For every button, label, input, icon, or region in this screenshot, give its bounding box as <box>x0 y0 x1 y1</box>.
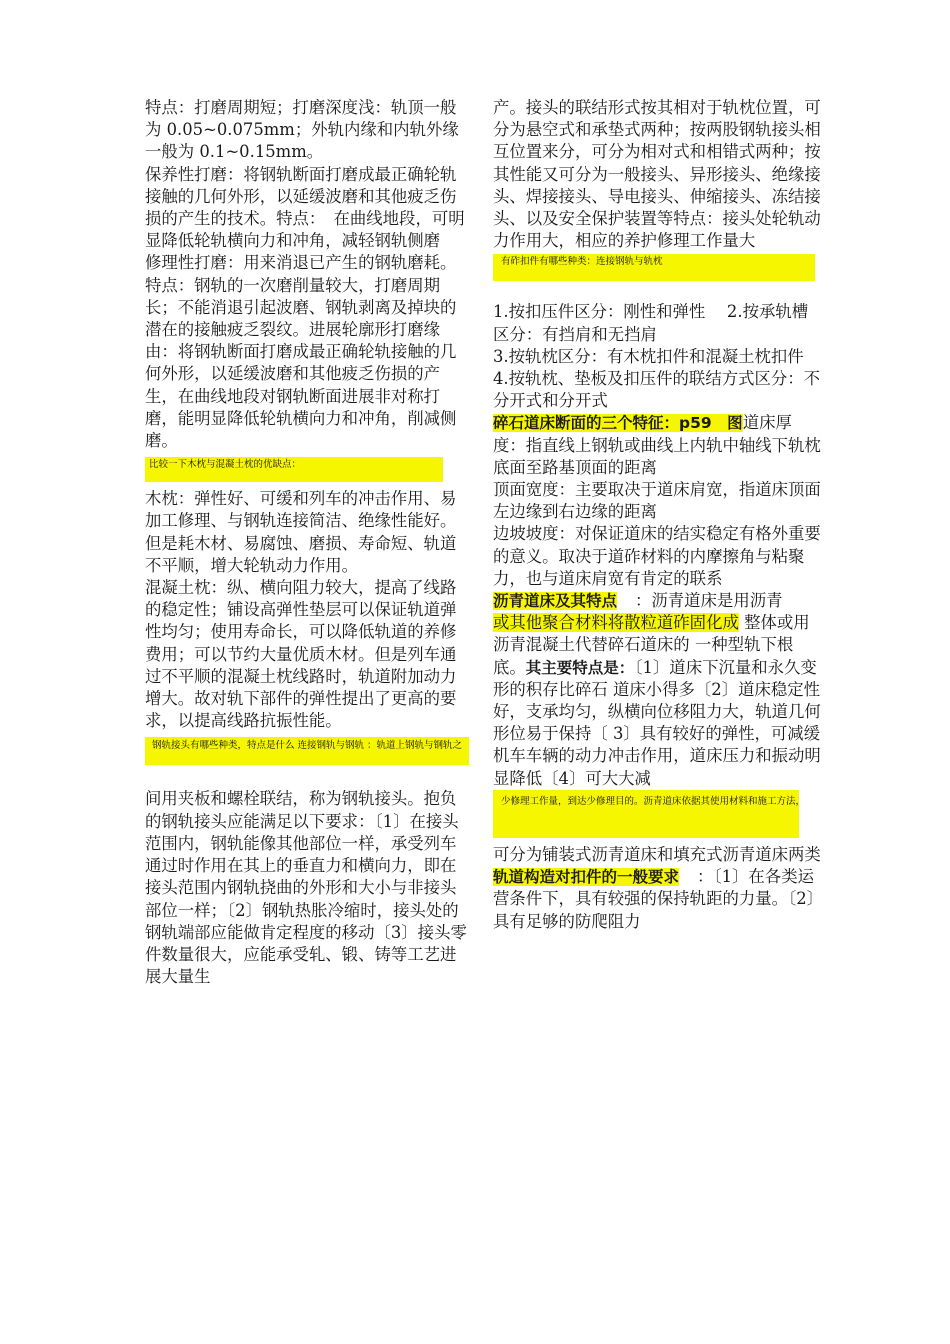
left-column <box>145 97 470 988</box>
maintenance-grinding-paragraph: 保养性打磨：将钢轨断面打磨成最正确轮轨接触的几何外形，以延缓波磨和其他疲乏伤损的产生的技术。特点： 在曲线地段，可明显降低轮轨横向力和冲角，减轻钢轨侧磨 <box>145 164 465 251</box>
note-text: 有砟扣件有哪些种类：连接钢轨与轨枕 <box>501 256 663 268</box>
ballast-section-paragraph <box>493 412 823 479</box>
asphalt-bed-types: 可分为铺装式沥青道床和填充式沥青道床两类 <box>493 844 821 864</box>
right-column <box>493 97 823 933</box>
concrete-sleeper-paragraph: 混凝土枕：纵、横向阻力较大，提高了线路的稳定性；铺设高弹性垫层可以保证轨道弹性均匀；使用寿命长，可以降低轨道的养修费用；可以节约大量优质木材。但是列车通过不平顺的混凝土枕线路时，轨道附加动力增大。故对轨下部件的弹性提出了更高的要求，以提高线路抗振性能。 <box>145 578 457 731</box>
ballast-slope: 边坡坡度：对保证道床的结实稳定有格外重要的意义。取决于道砟材料的内摩擦角与粘聚力，也与道床肩宽有肯定的联系 <box>493 524 821 588</box>
rail-joint-note <box>145 737 469 765</box>
joint-types-paragraph: 产。接头的联结形式按其相对于轨枕位置，可分为悬空式和承垫式两种；按两股钢轨接头相互位置来分，可分为相对式和相错式两种；按其性能又可分为一般接头、异形接头、绝缘接头、焊接接头、导电接头、伸缩接头、冻结接头、以及安全保护装置等特点：接头处轮轨动力作用大，相应的养护修理工作量大 <box>493 98 821 251</box>
grinding-feature-paragraph: 特点：打磨周期短；打磨深度浅：轨顶一般为 0.05~0.075mm；外轨内缘和内轨外缘一般为 0.1~0.15mm。 <box>145 98 459 162</box>
fastener-item-3: 3.按轨枕区分：有木枕扣件和混凝土枕扣件 <box>493 346 804 366</box>
asphalt-bed-heading: 沥青道床及其特点 <box>493 592 618 611</box>
wooden-sleeper-paragraph: 木枕：弹性好、可缓和列车的冲击作用、易加工修理、与钢轨连接简洁、绝缘性能好。但是耗木材、易腐蚀、磨损、寿命短、轨道不平顺，增大轮轨动力作用。 <box>145 489 457 575</box>
asphalt-text: 整体或用沥青混凝土代替碎石道床的 一种型轨下根底。 <box>493 613 810 677</box>
repair-grinding-paragraph: 修理性打磨：用来消退已产生的钢轨磨耗。特点：钢轨的一次磨削量较大，打磨周期长；不能消退引起波磨、钢轨剥离及掉块的潜在的接触疲乏裂纹。进展轮廓形打磨缘由：将钢轨断面打磨成最正确轮轨接触的几何外形，以延缓波磨和其他疲乏伤损的产生，在曲线地段对钢轨断面进展非对称打磨，能明显降低轮轨横向力和冲角，削减侧磨。 <box>145 253 457 451</box>
asphalt-intro: ：沥青道床是用沥青 <box>635 591 783 611</box>
fastener-item-4: 4.按轨枕、垫板及扣压件的联结方式区分：不分开式和分开式 <box>493 369 821 411</box>
ballast-thickness-text: 道床厚度：指直线上钢轨或曲线上内轨中轴线下轨枕底面至路基顶面的距离 <box>493 413 821 477</box>
note-text: 少修理工作量，到达少修理目的。沥青道床依据其使用材料和施工方法， <box>501 795 806 807</box>
note-text: 比较一下木枕与混凝土枕的优缺点： <box>149 459 302 471</box>
fastener-item-1: 1.按扣压件区分：刚性和弹性 2.按承轨槽区分：有挡肩和无挡肩 <box>493 302 809 344</box>
asphalt-features-label: 其主要特点是： <box>525 658 635 677</box>
asphalt-bed-note <box>493 790 806 838</box>
fastener-requirements-paragraph <box>493 866 823 933</box>
note-text: 钢轨接头有哪些种类，特点是什么 连接钢轨与钢轨 ：轨道上钢轨与钢轨之 <box>152 740 463 752</box>
fastener-requirements-text: ：〔1〕在各类运营条件下，具有较强的保持轨距的力量。〔2〕具有足够的防爬阻力 <box>493 867 815 931</box>
fastener-types-note <box>493 254 815 281</box>
asphalt-features-text: 〔1〕道床下沉量和永久变形的积存比碎石 道床小得多〔2〕道床稳定性好，支承均匀，纵横向位移阻力大，轨道几何 形位易于保持〔 3〕具有较好的弹性，可减缓机车车辆的动力冲击作用，道床压力和振动明显降低〔4〕可大大减 <box>493 657 821 788</box>
ballast-section-ref: p59 图 <box>679 414 743 433</box>
fastener-requirements-heading: 轨道构造对扣件的一般要求 <box>493 868 680 887</box>
sleeper-comparison-note <box>145 457 443 482</box>
asphalt-bed-paragraph <box>493 590 823 790</box>
ballast-top-width: 顶面宽度：主要取决于道床肩宽，指道床顶面左边缘到右边缘的距离 <box>493 480 821 522</box>
ballast-section-heading: 碎石道床断面的三个特征： <box>493 414 680 433</box>
asphalt-highlighted-text: 或其他聚合材料将散粒道砟固化成 <box>493 613 739 633</box>
rail-joint-paragraph: 间用夹板和螺栓联结，称为钢轨接头。抱负的钢轨接头应能满足以下要求：〔1〕在接头范围内，钢轨能像其他部位一样，承受列车通过时作用在其上的垂直力和横向力，即在接头范围内钢轨挠曲的外形和大小与非接头部位一样；〔2〕钢轨热胀冷缩时，接头处的钢轨端部应能做肯定程度的移动〔3〕接头零件数量很大，应能承受轧、锻、铸等工艺进展大量生 <box>145 789 467 987</box>
